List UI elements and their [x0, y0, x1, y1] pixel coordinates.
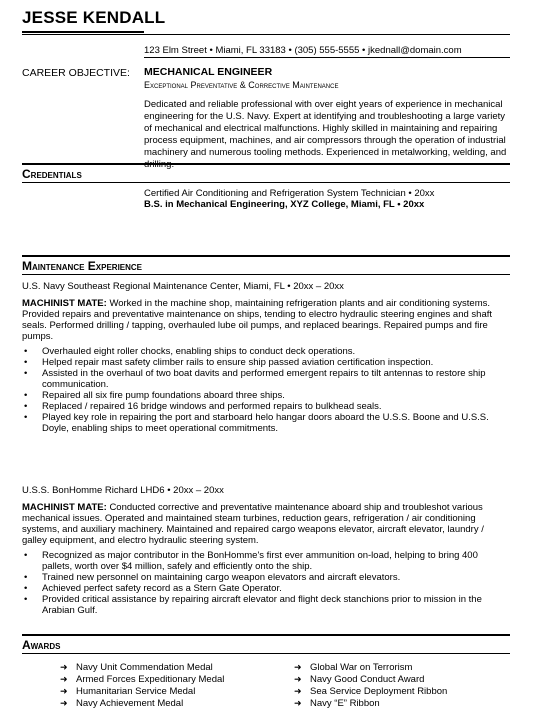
list-item: • Repaired all six fire pump foundations aboard three ships.: [24, 390, 285, 401]
list-item: ➜ Navy Unit Commendation Medal: [60, 662, 213, 673]
job-description-text: Worked in the machine shop, maintaining refrigeration plants and air conditioning systems. Provided repairs and preventative maintenance on ships, tending to electro hydraulic steering engines and shaft seals. Performed drilling / tapping, overhauled lube oil pumps, and replaced bearings. Repaired pumps and fire pumps.: [22, 298, 493, 342]
credentials-title: Credentials: [22, 167, 82, 181]
awards-left-column: [60, 662, 224, 710]
job-description-text: Conducted corrective and preventative maintenance aboard ship and troubleshot various mechanical issues. Operated and maintained steam turbines, reduction gears, refrigeration / air conditioning systems, and auxiliary machinery. Maintained and repaired cargo weapons elevator, aircraft elevator, laundry / galley equipment, and electro hydraulic steering system.: [22, 502, 484, 546]
job-description: [22, 298, 510, 342]
credentials-underline: [22, 182, 510, 183]
arrow-right-icon: ➜: [60, 686, 68, 696]
list-item: • Replaced / repaired 16 bridge windows and performed repairs to bulkhead seals.: [24, 401, 382, 412]
bullet-icon: •: [24, 550, 28, 561]
list-item: ➜ Navy Achievement Medal: [60, 698, 184, 709]
bullet-icon: •: [24, 572, 28, 583]
job-1: [22, 281, 510, 434]
awards-underline: [22, 653, 510, 654]
arrow-right-icon: ➜: [294, 698, 302, 708]
arrow-right-icon: ➜: [60, 674, 68, 684]
objective-summary: Dedicated and reliable professional with over eight years of experience in mechanical engineering for the U.S. Navy. Expert at identifying and troubleshooting a large variety of mechanical and electrical malfunctions. Highly skilled in maintaining and repairing process equipment, machines, and air compressors through the operation of industrial machinery and numerous tooling methods. Experienced in metalworking, welding, and drilling.: [144, 99, 507, 170]
contact-line: 123 Elm Street • Miami, FL 33183 • (305) 555-5555 • jkednall@domain.com: [144, 45, 462, 56]
awards-right-column: [294, 662, 447, 710]
list-item: • Played key role in repairing the port and starboard helo hangar doors aboard the U.S.S. Boone and U.S.S. Doyle, enabling ships to meet operational commitments.: [24, 412, 489, 434]
list-item: • Achieved perfect safety record as a Stern Gate Operator.: [24, 583, 282, 594]
arrow-right-icon: ➜: [60, 698, 68, 708]
list-item: • Overhauled eight roller chocks, enabling ships to conduct deck operations.: [24, 346, 356, 357]
objective-title: MECHANICAL ENGINEER: [144, 66, 273, 78]
arrow-right-icon: ➜: [294, 662, 302, 672]
job-description: [22, 502, 510, 546]
job-bullets: [22, 550, 510, 616]
list-item: • Helped repair mast safety climber rails to ensure ship passed aviation certification inspection.: [24, 357, 434, 368]
credentials-rule: [22, 163, 510, 165]
arrow-right-icon: ➜: [60, 662, 68, 672]
list-item: ➜ Sea Service Deployment Ribbon: [294, 686, 448, 697]
list-item: ➜ Global War on Terrorism: [294, 662, 413, 673]
bullet-icon: •: [24, 583, 28, 594]
experience-rule: [22, 255, 510, 257]
job-2: [22, 485, 510, 616]
bullet-icon: •: [24, 401, 28, 412]
bullet-icon: •: [24, 368, 28, 379]
credential-item: Certified Air Conditioning and Refrigeration System Technician • 20xx: [144, 188, 435, 199]
experience-title: Maintenance Experience: [22, 259, 143, 273]
awards-title: Awards: [22, 638, 61, 652]
list-item: ➜ Navy Good Conduct Award: [294, 674, 425, 685]
credential-item: B.S. in Mechanical Engineering, XYZ College, Miami, FL • 20xx: [144, 199, 425, 210]
objective-label: CAREER OBJECTIVE:: [22, 67, 130, 79]
list-item: ➜ Navy “E” Ribbon: [294, 698, 380, 709]
bullet-icon: •: [24, 357, 28, 368]
contact-rule: [144, 57, 510, 58]
list-item: • Recognized as major contributor in the BonHomme's first ever ammunition on-load, helping to bring 400 pallets, worth over $4 million, safely and efficiently onto the ship.: [24, 550, 478, 572]
bullet-icon: •: [24, 594, 28, 605]
awards-rule: [22, 634, 510, 636]
list-item: ➜ Humanitarian Service Medal: [60, 686, 196, 697]
bullet-icon: •: [24, 412, 28, 423]
experience-underline: [22, 274, 510, 275]
candidate-name: JESSE KENDALL: [22, 8, 166, 27]
objective-subtitle: Exceptional Preventative & Corrective Maintenance: [144, 80, 339, 90]
job-bullets: [22, 346, 510, 434]
job-role: MACHINIST MATE:: [22, 298, 107, 309]
job-employer: U.S.S. BonHomme Richard LHD6 • 20xx – 20xx: [22, 485, 224, 496]
job-employer: U.S. Navy Southeast Regional Maintenance Center, Miami, FL • 20xx – 20xx: [22, 281, 344, 292]
list-item: • Assisted in the overhaul of two boat davits and performed emergent repairs to tilt antennas to restore ship communication.: [24, 368, 486, 390]
header-rule-top: [22, 34, 510, 35]
arrow-right-icon: ➜: [294, 686, 302, 696]
list-item: • Trained new personnel on maintaining cargo weapon elevators and aircraft elevators.: [24, 572, 401, 583]
job-role: MACHINIST MATE:: [22, 502, 107, 513]
list-item: ➜ Armed Forces Expeditionary Medal: [60, 674, 225, 685]
bullet-icon: •: [24, 390, 28, 401]
arrow-right-icon: ➜: [294, 674, 302, 684]
bullet-icon: •: [24, 346, 28, 357]
header-rule: [22, 31, 144, 33]
list-item: • Provided critical assistance by repairing aircraft elevator and flight deck stanchions prior to mission in the Arabian Gulf.: [24, 594, 482, 616]
